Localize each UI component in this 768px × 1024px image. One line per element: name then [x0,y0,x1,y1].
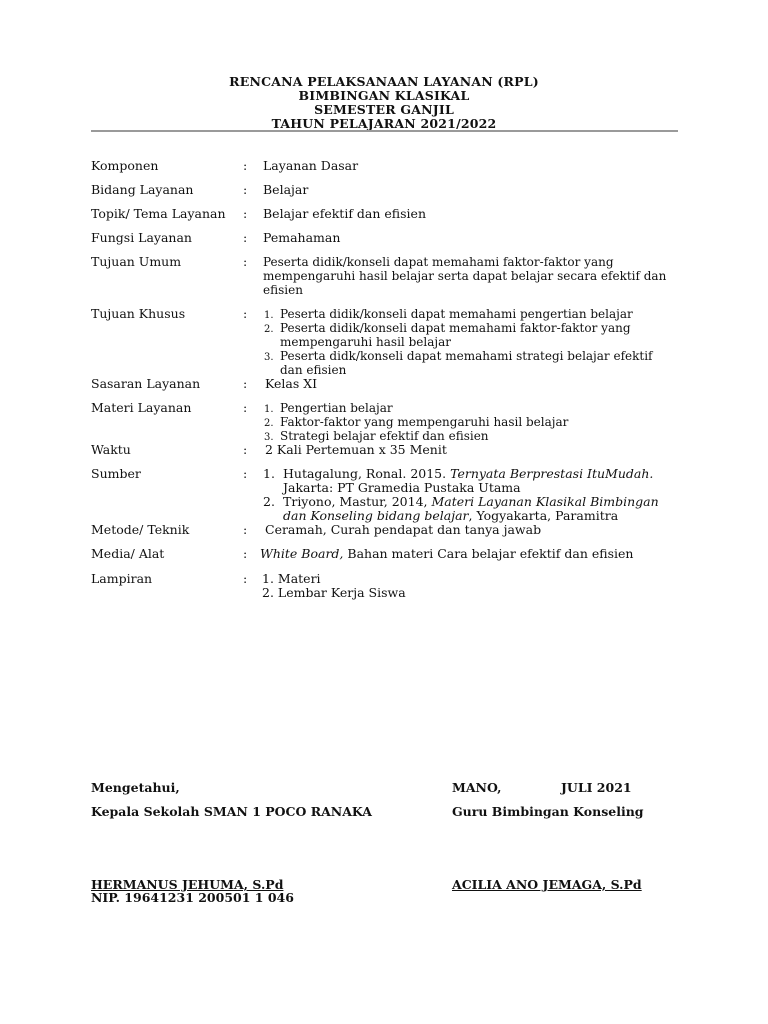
list-number: 2. [263,494,275,509]
label-tujuan-khusus: Tujuan Khusus [91,306,186,321]
colon: : [243,546,248,561]
list-number: 3. [264,432,274,443]
lampiran-item: 1. Materi [262,571,321,586]
sumber-book-title: Materi Layanan Klasikal Bimbingan [431,494,659,509]
colon: : [243,442,248,457]
colon: : [243,522,248,537]
colon: : [243,230,248,245]
label-waktu: Waktu [91,442,131,457]
colon: : [243,182,248,197]
colon: : [243,158,248,173]
value-fungsi: Pemahaman [263,230,341,245]
sig-date: JULI 2021 [561,780,632,795]
colon: : [243,400,248,415]
sumber-book-title-cont: dan Konseling bidang belajar [283,508,469,523]
sumber-publisher: Jakarta: PT Gramedia Pustaka Utama [283,480,521,495]
value-metode: Ceramah, Curah pendapat dan tanya jawab [265,522,542,537]
materi-item: Strategi belajar efektif dan efisien [280,429,489,443]
label-sasaran: Sasaran Layanan [91,376,201,391]
label-fungsi: Fungsi Layanan [91,230,192,245]
label-bidang-layanan: Bidang Layanan [91,182,194,197]
sumber-publisher: , Yogyakarta, Paramitra [468,508,619,523]
list-number: 3. [264,352,274,363]
sumber-book-title: Ternyata Berprestasi ItuMudah. [450,466,654,481]
tujuan-khusus-item: Peserta didk/konseli dapat memahami strategi belajar efektif [280,349,653,363]
lampiran-item: 2. Lembar Kerja Siswa [262,585,406,600]
sumber-item-1 [283,467,653,481]
sig-left-heading: Mengetahui, [91,780,180,795]
tujuan-khusus-item: Peserta didik/konseli dapat memahami pengertian belajar [280,307,633,321]
tujuan-khusus-item: Peserta didik/konseli dapat memahami faktor-faktor yang [280,321,631,335]
list-number: 1. [263,466,275,481]
label-topik: Topik/ Tema Layanan [91,206,226,221]
label-media: Media/ Alat [91,546,165,561]
colon: : [243,206,248,221]
sumber-author: Hutagalung, Ronal. 2015. [283,466,451,481]
doc-title-line3: SEMESTER GANJIL [314,102,454,117]
sig-left-name: HERMANUS JEHUMA, S.Pd [91,877,284,892]
sig-place: MANO, [452,780,502,795]
label-materi: Materi Layanan [91,400,192,415]
tujuan-khusus-item-cont: mempengaruhi hasil belajar [280,335,451,349]
list-number: 2. [264,418,274,429]
header-divider [91,130,678,132]
list-number: 1. [264,310,274,321]
label-lampiran: Lampiran [91,571,153,586]
label-komponen: Komponen [91,158,159,173]
sig-right-name: ACILIA ANO JEMAGA, S.Pd [452,877,642,892]
sumber-item-2-cont [283,509,618,523]
label-metode: Metode/ Teknik [91,522,190,537]
doc-title-line2: BIMBINGAN KLASIKAL [298,88,470,103]
doc-title-line4: TAHUN PELAJARAN 2021/2022 [271,116,497,131]
value-topik: Belajar efektif dan efisien [263,206,427,221]
tujuan-khusus-item-cont: dan efisien [280,363,347,377]
materi-item: Faktor-faktor yang mempengaruhi hasil belajar [280,415,569,429]
media-text: Bahan materi Cara belajar efektif dan efisien [343,546,634,561]
sig-left-nip: NIP. 19641231 200501 1 046 [91,890,294,905]
materi-item: Pengertian belajar [280,401,393,415]
media-italic: White Board, [260,546,344,561]
tujuan-umum-line: Peserta didik/konseli dapat memahami faktor-faktor yang [263,255,614,269]
value-waktu: 2 Kali Pertemuan x 35 Menit [265,442,447,457]
label-tujuan-umum: Tujuan Umum [91,254,182,269]
value-sasaran: Kelas XI [265,376,318,391]
list-number: 2. [264,324,274,335]
value-media [260,547,633,561]
sumber-item-2 [283,495,659,509]
label-sumber: Sumber [91,466,141,481]
colon: : [243,466,248,481]
colon: : [243,571,248,586]
sig-right-role: Guru Bimbingan Konseling [452,804,644,819]
doc-title-line1: RENCANA PELAKSANAAN LAYANAN (RPL) [229,74,539,89]
value-bidang-layanan: Belajar [263,182,309,197]
list-number: 1. [264,404,274,415]
tujuan-umum-line: efisien [263,283,303,297]
value-komponen: Layanan Dasar [263,158,359,173]
sumber-author: Triyono, Mastur, 2014, [283,494,432,509]
colon: : [243,376,248,391]
sig-left-role: Kepala Sekolah SMAN 1 POCO RANAKA [91,804,372,819]
colon: : [243,254,248,269]
colon: : [243,306,248,321]
tujuan-umum-line: mempengaruhi hasil belajar serta dapat belajar secara efektif dan [263,269,667,283]
